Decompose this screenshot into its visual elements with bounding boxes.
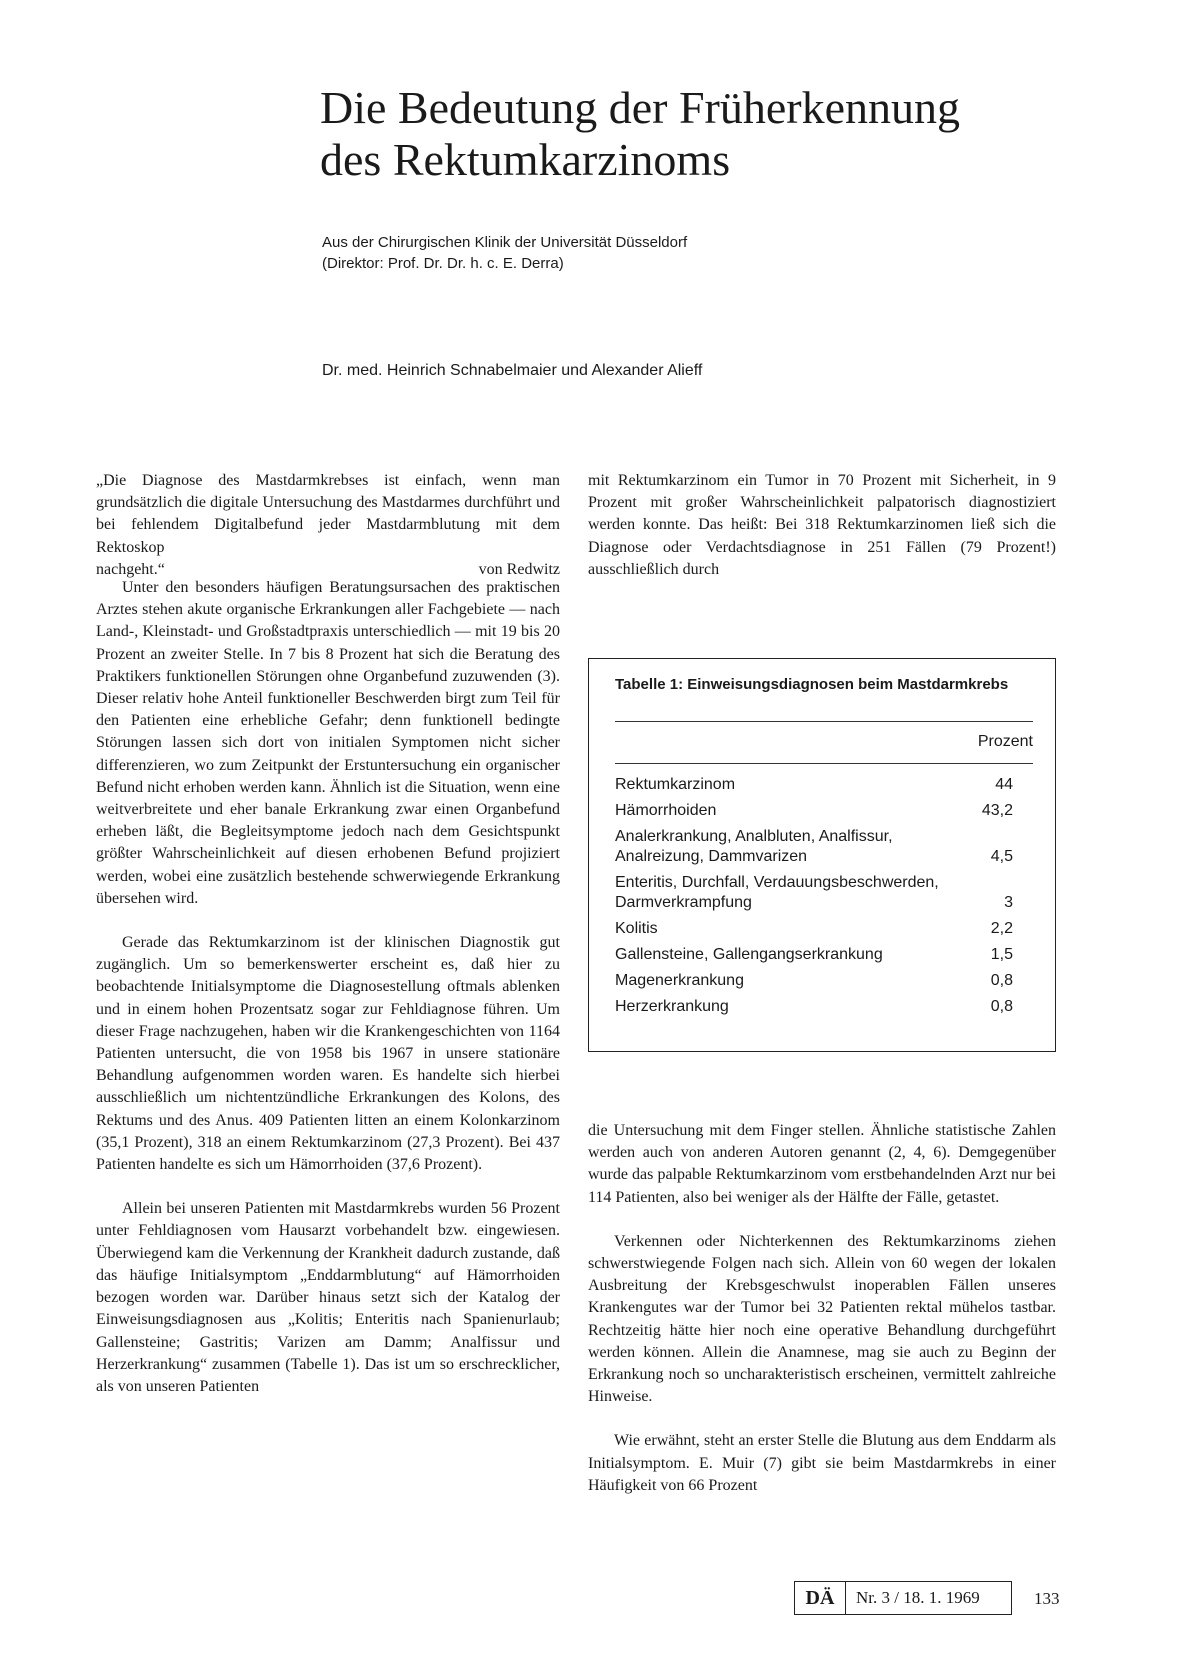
row-value: 3 xyxy=(1004,894,1013,911)
paragraph: die Untersuchung mit dem Finger stellen. Ähnliche statistische Zahlen werden auch von anderen Autoren genannt (2, 4, 6). Demgegenüber wurde das palpable Rektumkarzinom vom erstbehandelnden Arzt nur bei 114 Patienten, also bei weniger als der Hälfte der Fälle, getastet. xyxy=(588,1122,1056,1206)
quote-end: nachgeht.“ xyxy=(96,560,165,578)
row-label: Kolitis xyxy=(615,920,658,937)
epigraph-quote xyxy=(96,470,560,581)
table-row xyxy=(615,919,1013,939)
paragraph: Allein bei unseren Patienten mit Mastdarmkrebs wurden 56 Prozent unter Fehldiagnosen vom Hausarzt vorbehandelt bzw. eingewiesen. Überwiegend kam die Verkennung der Krankheit dadurch zustande, daß das häufige Initialsymptom „Enddarmblutung“ auf Hämorrhoiden bezogen worden war. Darüber hinaus setzt sich der Katalog der Einweisungsdiagnosen aus „Kolitis; Enteritis nach Spanienurlaub; Gallensteine; Gastritis; Varizen am Damm; Analfissur und Herzerkrankung“ zusammen (Tabelle 1). Das ist um so erschrecklicher, als von unseren Patienten xyxy=(96,1200,560,1395)
title-line-2: des Rektumkarzinoms xyxy=(320,134,731,185)
affiliation xyxy=(322,232,1022,274)
table-row xyxy=(615,827,1013,867)
affiliation-line-1: Aus der Chirurgischen Klinik der Universität Düsseldorf xyxy=(322,234,688,251)
row-label: Gallensteine, Gallengangserkrankung xyxy=(615,946,883,963)
table-row xyxy=(615,775,1013,795)
row-value: 1,5 xyxy=(990,946,1013,963)
row-label: Analerkrankung, Analbluten, Analfissur, Analreizung, Dammvarizen xyxy=(615,828,893,865)
row-value: 0,8 xyxy=(990,972,1013,989)
affiliation-line-2: (Direktor: Prof. Dr. Dr. h. c. E. Derra) xyxy=(322,255,564,272)
right-column-bottom xyxy=(588,1120,1056,1497)
table-1 xyxy=(588,658,1056,1052)
row-label: Rektumkarzinom xyxy=(615,776,736,793)
page-number: 133 xyxy=(1034,1589,1060,1608)
row-label: Magenerkrankung xyxy=(615,972,744,989)
paragraph: mit Rektumkarzinom ein Tumor in 70 Prozent mit Sicherheit, in 9 Prozent mit großer Wahrscheinlichkeit palpatorisch diagnostiziert werden konnte. Das heißt: Bei 318 Rektumkarzinomen ließ sich die Diagnose oder Verdachtsdiagnose in 251 Fällen (79 Prozent!) ausschließlich durch xyxy=(588,472,1056,578)
paragraph: Unter den besonders häufigen Beratungsursachen des praktischen Arztes stehen akute organische Erkrankungen aller Fachgebiete — nach Land-, Kleinstadt- und Großstadtpraxis unterschiedlich — mit 19 bis 20 Prozent an zweiter Stelle. In 7 bis 8 Prozent hat sich die Beratung des Praktikers funktionellen Störungen ohne Organbefund zuzuwenden (3). Dieser relativ hohe Anteil funktioneller Beschwerden birgt zum Teil für den Patienten eine erhebliche Gefahr; denn funktionell bedingte Störungen lassen sich dort von initialen Symptomen nicht sicher differenzieren, wo zum Zeitpunkt der Erstuntersuchung ein organischer Befund nicht erhoben werden kann. Ähnlich ist die Situation, wenn eine weitverbreitete und eher banale Erkrankung zwar einen Organbefund erheben läßt, die Begleitsymptome jedoch nach dem Gesichtspunkt größter Wahrscheinlichkeit auf diesen erhobenen Befund projiziert werden, wobei eine zusätzlich bestehende schwerwiegende Erkrankung übersehen wird. xyxy=(96,579,560,907)
journal-logo: DÄ xyxy=(795,1582,846,1614)
journal-footer xyxy=(794,1581,1012,1615)
row-label: Hämorrhoiden xyxy=(615,802,717,819)
title-line-1: Die Bedeutung der Früherkennung xyxy=(320,82,961,133)
row-label: Enteritis, Durchfall, Verdauungsbeschwerden, Darmverkrampfung xyxy=(615,874,939,911)
paragraph: Gerade das Rektumkarzinom ist der klinischen Diagnostik gut zugänglich. Um so bemerkenswerter erscheint es, daß hier zu beobachtende Initialsymptome die Diagnosestellung oftmals ablenken und in einem hohen Prozentsatz sogar zur Fehldiagnose führen. Um dieser Frage nachzugehen, haben wir die Krankengeschichten von 1164 Patienten untersucht, die von 1958 bis 1967 in unsere stationäre Behandlung aufgenommen worden waren. Es handelte sich hierbei ausschließlich um nichtentzündliche Erkrankungen des Kolons, des Rektums und des Anus. 409 Patienten litten an einem Kolonkarzinom (35,1 Prozent), 318 an einem Rektumkarzinom (27,3 Prozent). Bei 437 Patienten handelte es sich um Hämorrhoiden (37,6 Prozent). xyxy=(96,934,560,1174)
quote-text: „Die Diagnose des Mastdarmkrebses ist einfach, wenn man grundsätzlich die digitale Untersuchung des Mastdarmes durchführt und bei fehlendem Digitalbefund jeder Mastdarmblutung mit dem Rektoskop xyxy=(96,472,560,556)
row-value: 0,8 xyxy=(990,998,1013,1015)
quote-attribution: von Redwitz xyxy=(478,560,560,578)
paragraph: Verkennen oder Nichterkennen des Rektumkarzinoms ziehen schwerstwiegende Folgen nach sich. Allein von 60 wegen der lokalen Ausbreitung der Krebsgeschwulst inoperablen Fällen unseres Krankengutes war der Tumor bei 32 Patienten rektal mühelos tastbar. Rechtzeitig hätte hier noch eine operative Behandlung durchgeführt werden können. Allein die Anamnese, mag sie auch zu Beginn der Erkrankung noch so uncharakteristisch erscheinen, vermittelt zahlreiche Hinweise. xyxy=(588,1232,1056,1406)
authors: Dr. med. Heinrich Schnabelmaier und Alexander Alieff xyxy=(322,362,703,379)
table-row xyxy=(615,873,1013,913)
row-value: 43,2 xyxy=(981,802,1013,819)
row-value: 44 xyxy=(995,776,1013,793)
paragraph: Wie erwähnt, steht an erster Stelle die Blutung aus dem Enddarm als Initialsymptom. E. Muir (7) gibt sie beim Mastdarmkrebs in einer Häufigkeit von 66 Prozent xyxy=(588,1432,1056,1494)
table-row xyxy=(615,997,1013,1017)
table-unit-header: Prozent xyxy=(977,733,1033,750)
row-value: 2,2 xyxy=(990,920,1013,937)
table-caption: Tabelle 1: Einweisungsdiagnosen beim Mastdarmkrebs xyxy=(615,676,1009,693)
table-rule-header xyxy=(615,763,1033,764)
table-rule-top xyxy=(615,721,1033,722)
row-value: 4,5 xyxy=(990,848,1013,865)
table-row xyxy=(615,945,1013,965)
left-column xyxy=(96,577,560,1398)
issue-info: Nr. 3 / 18. 1. 1969 xyxy=(856,1588,980,1607)
right-column-top xyxy=(588,470,1056,581)
table-row xyxy=(615,801,1013,821)
article-title xyxy=(320,82,1100,186)
table-row xyxy=(615,971,1013,991)
row-label: Herzerkrankung xyxy=(615,998,729,1015)
